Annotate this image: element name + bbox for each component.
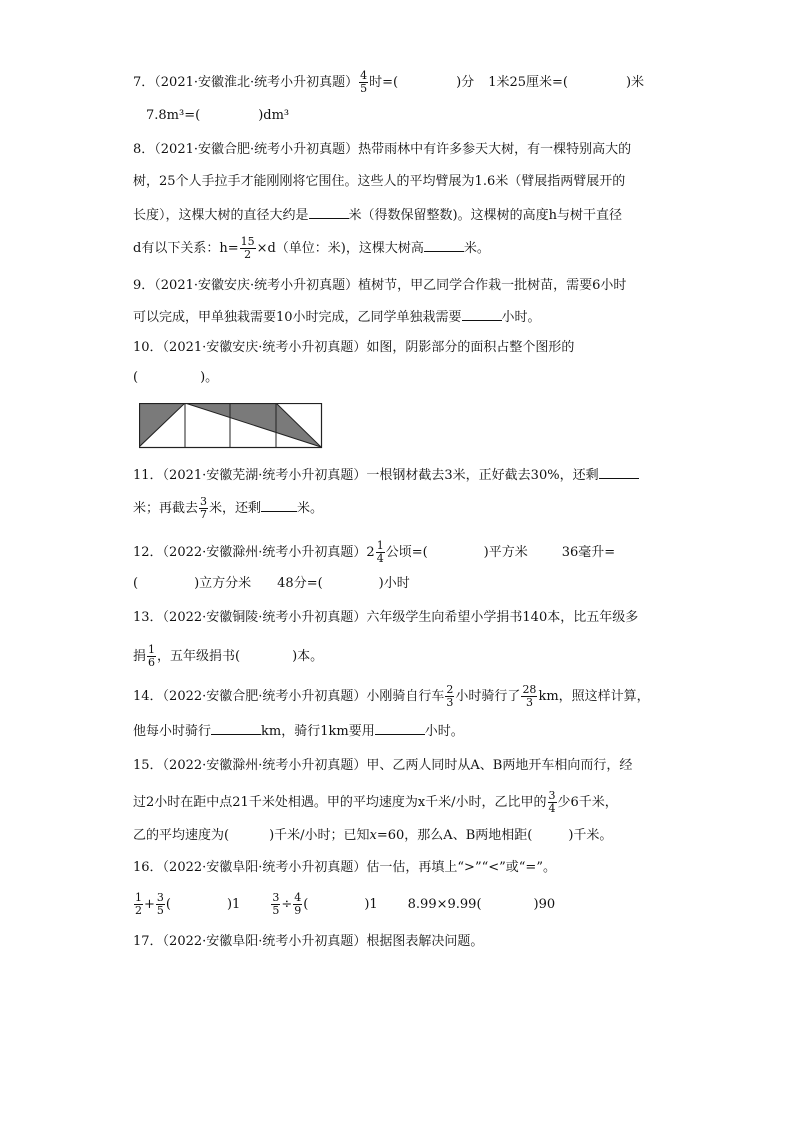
answer-blank[interactable] (261, 497, 297, 512)
answer-blank[interactable] (462, 306, 502, 321)
answer-blank[interactable] (424, 237, 464, 252)
fraction: $\frac{3}{5}$ (272, 891, 280, 917)
question-17: 17．（2022·安徽阜阳·统考小升初真题）根据图表解决问题。 (133, 934, 484, 949)
fraction: $\frac{1}{6}$ (148, 643, 156, 669)
question-11-line-2: 米；再截去 $\frac{3}{7}$ 米，还剩 米。 (133, 495, 324, 521)
question-7: 7．（2021·安徽淮北·统考小升初真题） $\frac{4}{5}$ 时=( )分 1米25厘米=( )米 (133, 69, 645, 95)
question-14-line-2: 他每小时骑行 km，骑行1km要用 小时。 (133, 720, 464, 742)
question-8: 8．（2021·安徽合肥·统考小升初真题）热带雨林中有许多参天大树，有一棵特别高大的 (133, 142, 632, 157)
fraction: $\frac{3}{4}$ (548, 789, 556, 815)
question-10-line-2: ( )。 (133, 370, 219, 385)
mixed-number: 2 $\frac{1}{4}$ (366, 539, 384, 565)
question-9: 9．（2021·安徽安庆·统考小升初真题）植树节，甲乙同学合作栽一批树苗，需要6小时 (133, 278, 627, 293)
fraction: $\frac{15}{2}$ (240, 235, 255, 261)
question-8-line-4: d有以下关系：h= $\frac{15}{2}$ ×d（单位：米)，这棵大树高 米。 (133, 235, 490, 261)
question-11: 11．（2021·安徽芜湖·统考小升初真题）一根钢材截去3米，正好截去30%，还剩 (133, 464, 639, 486)
question-8-line-3: 长度），这棵大树的直径大约是 米（得数保留整数)。这棵树的高度h与树干直径 (133, 204, 622, 226)
question-12-line-2: ( )立方分米 48分=( )小时 (133, 576, 410, 591)
answer-blank[interactable] (309, 204, 349, 219)
shaded-figure (139, 403, 325, 451)
question-7-line-2: 7.8m³=( )dm³ (146, 108, 290, 123)
answer-blank[interactable] (599, 464, 639, 479)
question-8-line-2: 树，25个人手拉手才能刚刚将它围住。这些人的平均臂展为1.6米（臂展指两臂展开的 (133, 174, 626, 189)
answer-blank[interactable] (375, 720, 425, 735)
fraction: $\frac{4}{9}$ (294, 891, 302, 917)
answer-blank[interactable] (211, 720, 261, 735)
question-15-line-3: 乙的平均速度为( )千米/小时；已知x=60，那么A、B两地相距( )千米。 (133, 828, 613, 843)
question-14: 14．（2022·安徽合肥·统考小升初真题）小刚骑自行车 $\frac{2}{3}$ 小时骑行了 $\frac{28}{3}$ km，照这样计算， (133, 683, 650, 709)
fraction: $\frac{1}{2}$ (135, 891, 142, 917)
question-16: 16．（2022·安徽阜阳·统考小升初真题）估一估，再填上“>”“<”或“=”。 (133, 860, 556, 875)
fraction: $\frac{2}{3}$ (446, 683, 454, 709)
fraction: $\frac{3}{7}$ (200, 495, 208, 521)
question-12: 12．（2022·安徽滁州·统考小升初真题）2 $\frac{1}{4}$ 公顷=( )平方米 36毫升= (133, 539, 616, 565)
question-15-line-2: 过2小时在距中点21千米处相遇。甲的平均速度为x千米/小时，乙比甲的 $\frac{3}{4}$ 少6千米， (133, 789, 618, 815)
fraction: $\frac{28}{3}$ (522, 683, 537, 709)
question-16-expressions: $\frac{1}{2}$ + $\frac{3}{5}$ ( )1 $\frac{3}{5}$ ÷ $\frac{4}{9}$ ( )1 8.99×9.99( )90 (135, 891, 556, 917)
question-10: 10．（2021·安徽安庆·统考小升初真题）如图，阴影部分的面积占整个图形的 (133, 340, 575, 355)
fraction: $\frac{3}{5}$ (156, 891, 164, 917)
question-13-line-2: 捐 $\frac{1}{6}$ ，五年级捐书( )本。 (133, 643, 324, 669)
shaded-left-triangle (139, 403, 185, 447)
question-15: 15．（2022·安徽滁州·统考小升初真题）甲、乙两人同时从A、B两地开车相向而行，经 (133, 758, 633, 773)
question-9-line-2: 可以完成，甲单独栽需要10小时完成，乙同学单独栽需要 小时。 (133, 306, 541, 328)
shaded-long-triangle (185, 403, 321, 447)
question-13: 13．（2022·安徽铜陵·统考小升初真题）六年级学生向希望小学捐书140本，比五年级多 (133, 610, 639, 625)
fraction: $\frac{4}{5}$ (360, 69, 368, 95)
